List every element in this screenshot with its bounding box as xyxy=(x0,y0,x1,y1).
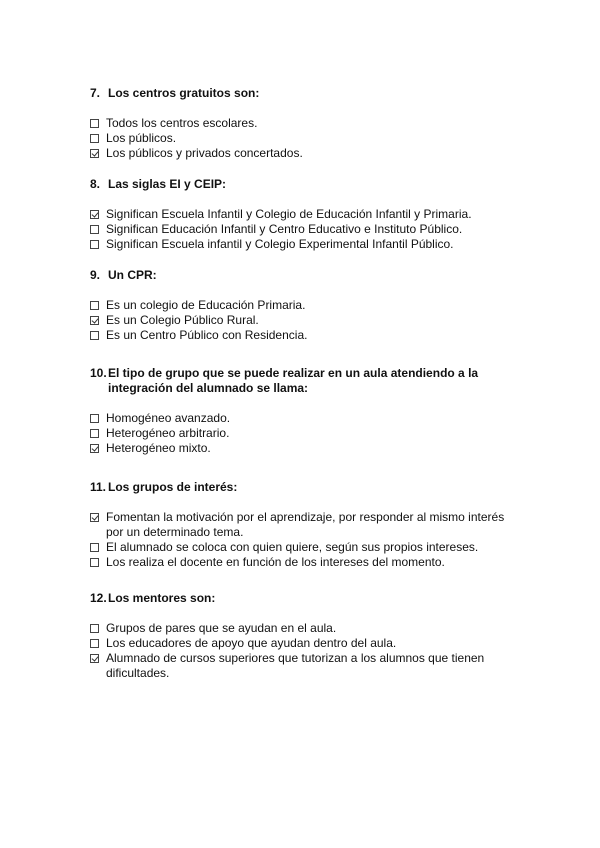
option-item[interactable] xyxy=(90,237,520,252)
question-11 xyxy=(90,480,520,570)
question-9 xyxy=(90,268,520,343)
option-label: Heterogéneo mixto. xyxy=(106,441,211,455)
checked-checkbox-icon[interactable] xyxy=(90,654,99,663)
question-number: 7. xyxy=(90,86,101,100)
options-list xyxy=(90,116,520,161)
options-list xyxy=(90,207,520,252)
question-text: Los mentores son: xyxy=(108,591,216,605)
option-label: Es un Centro Público con Residencia. xyxy=(106,328,308,342)
question-text: Un CPR: xyxy=(108,268,157,282)
option-label: Es un Colegio Público Rural. xyxy=(106,313,259,327)
checkbox-icon[interactable] xyxy=(90,331,99,340)
question-8 xyxy=(90,177,520,252)
question-title xyxy=(90,366,520,396)
checked-checkbox-icon[interactable] xyxy=(90,444,99,453)
question-number: 9. xyxy=(90,268,101,282)
question-text: El tipo de grupo que se puede realizar en un aula atendiendo a la integración del alumnado se llama: xyxy=(108,366,479,395)
options-list xyxy=(90,621,520,681)
option-label: Grupos de pares que se ayudan en el aula. xyxy=(106,621,337,635)
option-label: Significan Escuela infantil y Colegio Experimental Infantil Público. xyxy=(106,237,454,251)
option-item[interactable] xyxy=(90,116,520,131)
question-number: 12. xyxy=(90,591,107,605)
checkbox-icon[interactable] xyxy=(90,301,99,310)
checkbox-icon[interactable] xyxy=(90,414,99,423)
option-label: Significan Escuela Infantil y Colegio de Educación Infantil y Primaria. xyxy=(106,207,472,221)
question-number: 11. xyxy=(90,480,107,494)
option-item[interactable] xyxy=(90,207,520,222)
option-item[interactable] xyxy=(90,328,520,343)
option-label: Los públicos. xyxy=(106,131,177,145)
checked-checkbox-icon[interactable] xyxy=(90,210,99,219)
option-item[interactable] xyxy=(90,540,520,555)
option-label: Alumnado de cursos superiores que tutorizan a los alumnos que tienen dificultades. xyxy=(106,651,485,680)
options-list xyxy=(90,510,520,570)
checkbox-icon[interactable] xyxy=(90,134,99,143)
question-10 xyxy=(90,366,520,456)
option-label: El alumnado se coloca con quien quiere, según sus propios intereses. xyxy=(106,540,479,554)
checkbox-icon[interactable] xyxy=(90,119,99,128)
option-label: Los educadores de apoyo que ayudan dentro del aula. xyxy=(106,636,397,650)
options-list xyxy=(90,411,520,456)
option-label: Significan Educación Infantil y Centro Educativo e Instituto Público. xyxy=(106,222,463,236)
checkbox-icon[interactable] xyxy=(90,543,99,552)
option-item[interactable] xyxy=(90,298,520,313)
question-title xyxy=(90,177,520,192)
option-item[interactable] xyxy=(90,146,520,161)
option-item[interactable] xyxy=(90,555,520,570)
question-7 xyxy=(90,86,520,161)
checkbox-icon[interactable] xyxy=(90,558,99,567)
option-item[interactable] xyxy=(90,621,520,636)
checkbox-icon[interactable] xyxy=(90,240,99,249)
checked-checkbox-icon[interactable] xyxy=(90,316,99,325)
checkbox-icon[interactable] xyxy=(90,624,99,633)
option-item[interactable] xyxy=(90,636,520,651)
option-item[interactable] xyxy=(90,222,520,237)
option-label: Fomentan la motivación por el aprendizaje, por responder al mismo interés por un determinado tema. xyxy=(106,510,505,539)
option-item[interactable] xyxy=(90,651,520,681)
question-title xyxy=(90,480,520,495)
question-12 xyxy=(90,591,520,681)
question-title xyxy=(90,86,520,101)
checked-checkbox-icon[interactable] xyxy=(90,149,99,158)
option-label: Los públicos y privados concertados. xyxy=(106,146,303,160)
option-item[interactable] xyxy=(90,411,520,426)
question-number: 10. xyxy=(90,366,107,380)
options-list xyxy=(90,298,520,343)
option-item[interactable] xyxy=(90,426,520,441)
question-number: 8. xyxy=(90,177,101,191)
option-item[interactable] xyxy=(90,441,520,456)
question-title xyxy=(90,591,520,606)
option-label: Los realiza el docente en función de los intereses del momento. xyxy=(106,555,445,569)
option-label: Es un colegio de Educación Primaria. xyxy=(106,298,306,312)
question-text: Los grupos de interés: xyxy=(108,480,238,494)
option-label: Homogéneo avanzado. xyxy=(106,411,231,425)
checkbox-icon[interactable] xyxy=(90,639,99,648)
option-label: Heterogéneo arbitrario. xyxy=(106,426,230,440)
question-text: Los centros gratuitos son: xyxy=(108,86,260,100)
question-text: Las siglas EI y CEIP: xyxy=(108,177,227,191)
checked-checkbox-icon[interactable] xyxy=(90,513,99,522)
checkbox-icon[interactable] xyxy=(90,225,99,234)
option-item[interactable] xyxy=(90,313,520,328)
option-item[interactable] xyxy=(90,131,520,146)
option-item[interactable] xyxy=(90,510,520,540)
checkbox-icon[interactable] xyxy=(90,429,99,438)
option-label: Todos los centros escolares. xyxy=(106,116,258,130)
question-title xyxy=(90,268,520,283)
